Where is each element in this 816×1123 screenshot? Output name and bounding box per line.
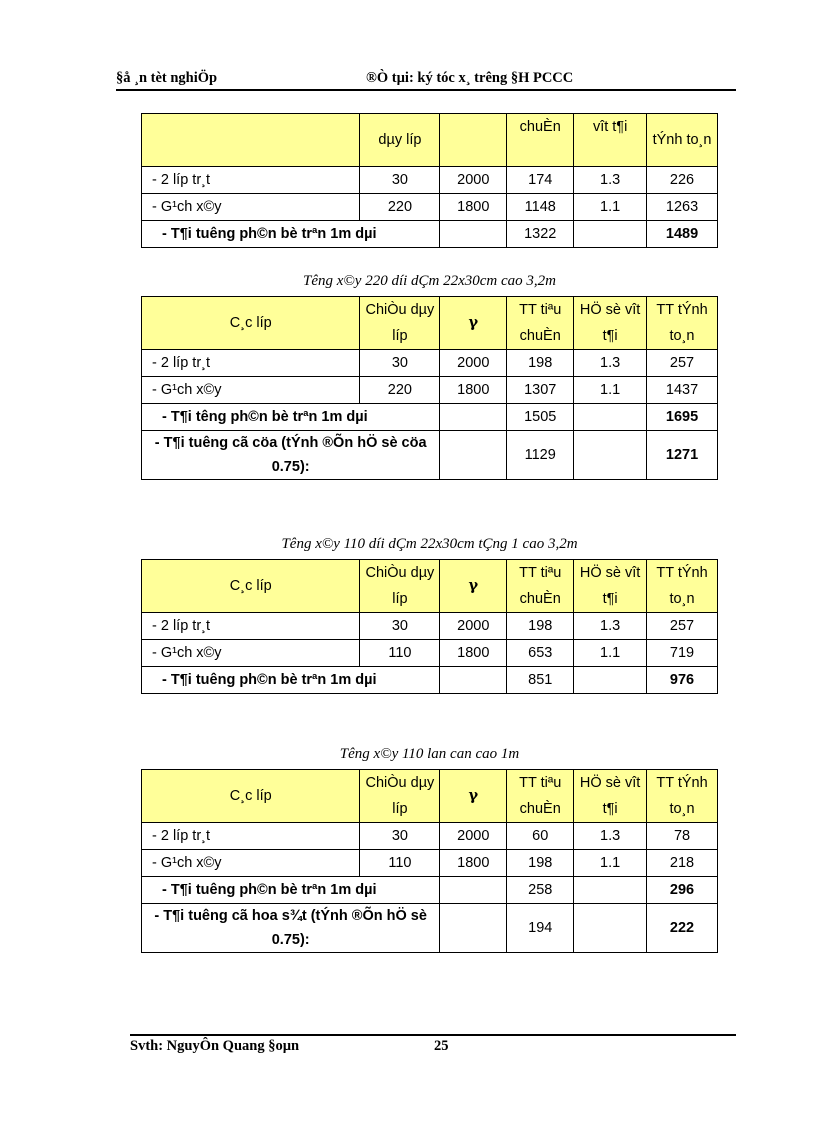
density-cell: 2000 [440, 823, 507, 850]
design-load-cell: 719 [647, 640, 718, 667]
total-with-door-label: - T¶i tuêng cã cöa (tÝnh ®Õn hÖ sè cöa 0.75): [142, 431, 440, 480]
density-cell: 2000 [440, 167, 507, 194]
load-table-wall-110-floor1 [141, 559, 718, 694]
table-row [142, 167, 718, 194]
footer-author: Svth: NguyÔn Quang §oµn [130, 1038, 300, 1054]
header-cell: TT tÝnh to¸n [647, 560, 718, 613]
factor-cell: 1.3 [574, 823, 647, 850]
thickness-cell: 220 [360, 194, 440, 221]
standard-load-cell: 1148 [507, 194, 574, 221]
table-row [142, 613, 718, 640]
total-row-with-openings [142, 431, 718, 480]
density-cell: 1800 [440, 640, 507, 667]
header-cell: TT tiªu chuÈn [507, 297, 574, 350]
table-header-row [142, 297, 718, 350]
total-label: - T¶i têng ph©n bè trªn 1m dµi [142, 404, 440, 431]
header-cell: dµy líp [360, 114, 440, 167]
total-label: - T¶i tuêng ph©n bè trªn 1m dµi [142, 221, 440, 248]
thickness-cell: 30 [360, 167, 440, 194]
total-row-with-railing [142, 904, 718, 953]
factor-cell: 1.1 [574, 377, 647, 404]
header-cell: TT tÝnh to¸n [647, 770, 718, 823]
empty-cell [440, 221, 507, 248]
header-cell: vît t¶i [574, 114, 647, 167]
design-load-cell: 257 [647, 350, 718, 377]
density-cell: 1800 [440, 850, 507, 877]
standard-load-cell: 198 [507, 613, 574, 640]
header-cell: HÖ sè vît t¶i [574, 297, 647, 350]
total-row [142, 221, 718, 248]
density-cell: 2000 [440, 613, 507, 640]
empty-cell [574, 877, 647, 904]
total-standard-load: 851 [507, 667, 574, 694]
total-design-load: 296 [647, 877, 718, 904]
standard-load-cell: 174 [507, 167, 574, 194]
empty-cell [574, 904, 647, 953]
factor-cell: 1.3 [574, 350, 647, 377]
layer-label: - G¹ch x©y [142, 377, 360, 404]
table-header-row [142, 770, 718, 823]
design-load-cell: 1437 [647, 377, 718, 404]
layer-label: - 2 líp tr¸t [142, 167, 360, 194]
standard-load-cell: 198 [507, 850, 574, 877]
layer-label: - 2 líp tr¸t [142, 823, 360, 850]
table-row [142, 377, 718, 404]
header-cell [440, 114, 507, 167]
total-standard-load: 1322 [507, 221, 574, 248]
footer-divider [130, 1034, 736, 1036]
total-row [142, 404, 718, 431]
total-design-load: 222 [647, 904, 718, 953]
total-standard-load: 194 [507, 904, 574, 953]
density-cell: 2000 [440, 350, 507, 377]
load-table-wall-220 [141, 296, 718, 480]
thickness-cell: 220 [360, 377, 440, 404]
table-caption: Têng x©y 110 díi dÇm 22x30cm tÇng 1 cao 3,2m [281, 536, 578, 552]
layer-label: - 2 líp tr¸t [142, 613, 360, 640]
design-load-cell: 78 [647, 823, 718, 850]
design-load-cell: 218 [647, 850, 718, 877]
header-topic: ®Ò tµi: ký tóc x¸ trêng §H PCCC [366, 70, 574, 86]
page-footer [130, 1038, 736, 1058]
header-cell: C¸c líp [142, 297, 360, 350]
design-load-cell: 257 [647, 613, 718, 640]
header-cell: chuÈn [507, 114, 574, 167]
standard-load-cell: 198 [507, 350, 574, 377]
header-divider [116, 89, 736, 91]
thickness-cell: 110 [360, 640, 440, 667]
header-cell: ChiÒu dµy líp [360, 560, 440, 613]
page-number: 25 [434, 1038, 449, 1054]
total-design-load: 1695 [647, 404, 718, 431]
density-cell: 1800 [440, 377, 507, 404]
standard-load-cell: 60 [507, 823, 574, 850]
page-header [116, 70, 736, 90]
load-table-continued [141, 113, 718, 248]
header-cell: tÝnh to¸n [647, 114, 718, 167]
gamma-symbol: γ [440, 770, 507, 823]
header-cell: HÖ sè vît t¶i [574, 560, 647, 613]
factor-cell: 1.3 [574, 167, 647, 194]
header-cell: HÖ sè vît t¶i [574, 770, 647, 823]
empty-cell [440, 431, 507, 480]
total-label: - T¶i tuêng ph©n bè trªn 1m dµi [142, 667, 440, 694]
header-cell: ChiÒu dµy líp [360, 770, 440, 823]
total-design-load: 1489 [647, 221, 718, 248]
table-row [142, 350, 718, 377]
table-caption: Têng x©y 110 lan can cao 1m [339, 746, 520, 762]
thickness-cell: 30 [360, 823, 440, 850]
header-thesis-title: §å ¸n tèt nghiÖp [116, 70, 218, 86]
header-cell [142, 114, 360, 167]
total-standard-load: 258 [507, 877, 574, 904]
empty-cell [574, 667, 647, 694]
total-row [142, 667, 718, 694]
factor-cell: 1.1 [574, 640, 647, 667]
empty-cell [574, 404, 647, 431]
gamma-symbol: γ [440, 297, 507, 350]
total-label: - T¶i tuêng ph©n bè trªn 1m dµi [142, 877, 440, 904]
factor-cell: 1.1 [574, 194, 647, 221]
table-row [142, 850, 718, 877]
design-load-cell: 226 [647, 167, 718, 194]
empty-cell [574, 431, 647, 480]
table-row [142, 194, 718, 221]
total-row [142, 877, 718, 904]
empty-cell [574, 221, 647, 248]
thickness-cell: 30 [360, 350, 440, 377]
design-load-cell: 1263 [647, 194, 718, 221]
load-table-railing-wall [141, 769, 718, 953]
layer-label: - G¹ch x©y [142, 850, 360, 877]
layer-label: - 2 líp tr¸t [142, 350, 360, 377]
total-standard-load: 1129 [507, 431, 574, 480]
gamma-symbol: γ [440, 560, 507, 613]
header-cell: TT tÝnh to¸n [647, 297, 718, 350]
layer-label: - G¹ch x©y [142, 640, 360, 667]
empty-cell [440, 904, 507, 953]
table-header-row [142, 560, 718, 613]
table-row [142, 823, 718, 850]
empty-cell [440, 667, 507, 694]
thickness-cell: 110 [360, 850, 440, 877]
header-cell: TT tiªu chuÈn [507, 770, 574, 823]
standard-load-cell: 1307 [507, 377, 574, 404]
table-row [142, 640, 718, 667]
density-cell: 1800 [440, 194, 507, 221]
total-design-load: 1271 [647, 431, 718, 480]
header-cell: C¸c líp [142, 770, 360, 823]
thickness-cell: 30 [360, 613, 440, 640]
header-cell: TT tiªu chuÈn [507, 560, 574, 613]
total-design-load: 976 [647, 667, 718, 694]
header-cell: ChiÒu dµy líp [360, 297, 440, 350]
standard-load-cell: 653 [507, 640, 574, 667]
factor-cell: 1.1 [574, 850, 647, 877]
empty-cell [440, 404, 507, 431]
table-header-row [142, 114, 718, 167]
total-with-railing-label: - T¶i tuêng cã hoa s¾t (tÝnh ®Õn hÖ sè 0.75): [142, 904, 440, 953]
header-cell: C¸c líp [142, 560, 360, 613]
empty-cell [440, 877, 507, 904]
layer-label: - G¹ch x©y [142, 194, 360, 221]
total-standard-load: 1505 [507, 404, 574, 431]
table-caption: Têng x©y 220 díi dÇm 22x30cm cao 3,2m [302, 273, 557, 289]
factor-cell: 1.3 [574, 613, 647, 640]
